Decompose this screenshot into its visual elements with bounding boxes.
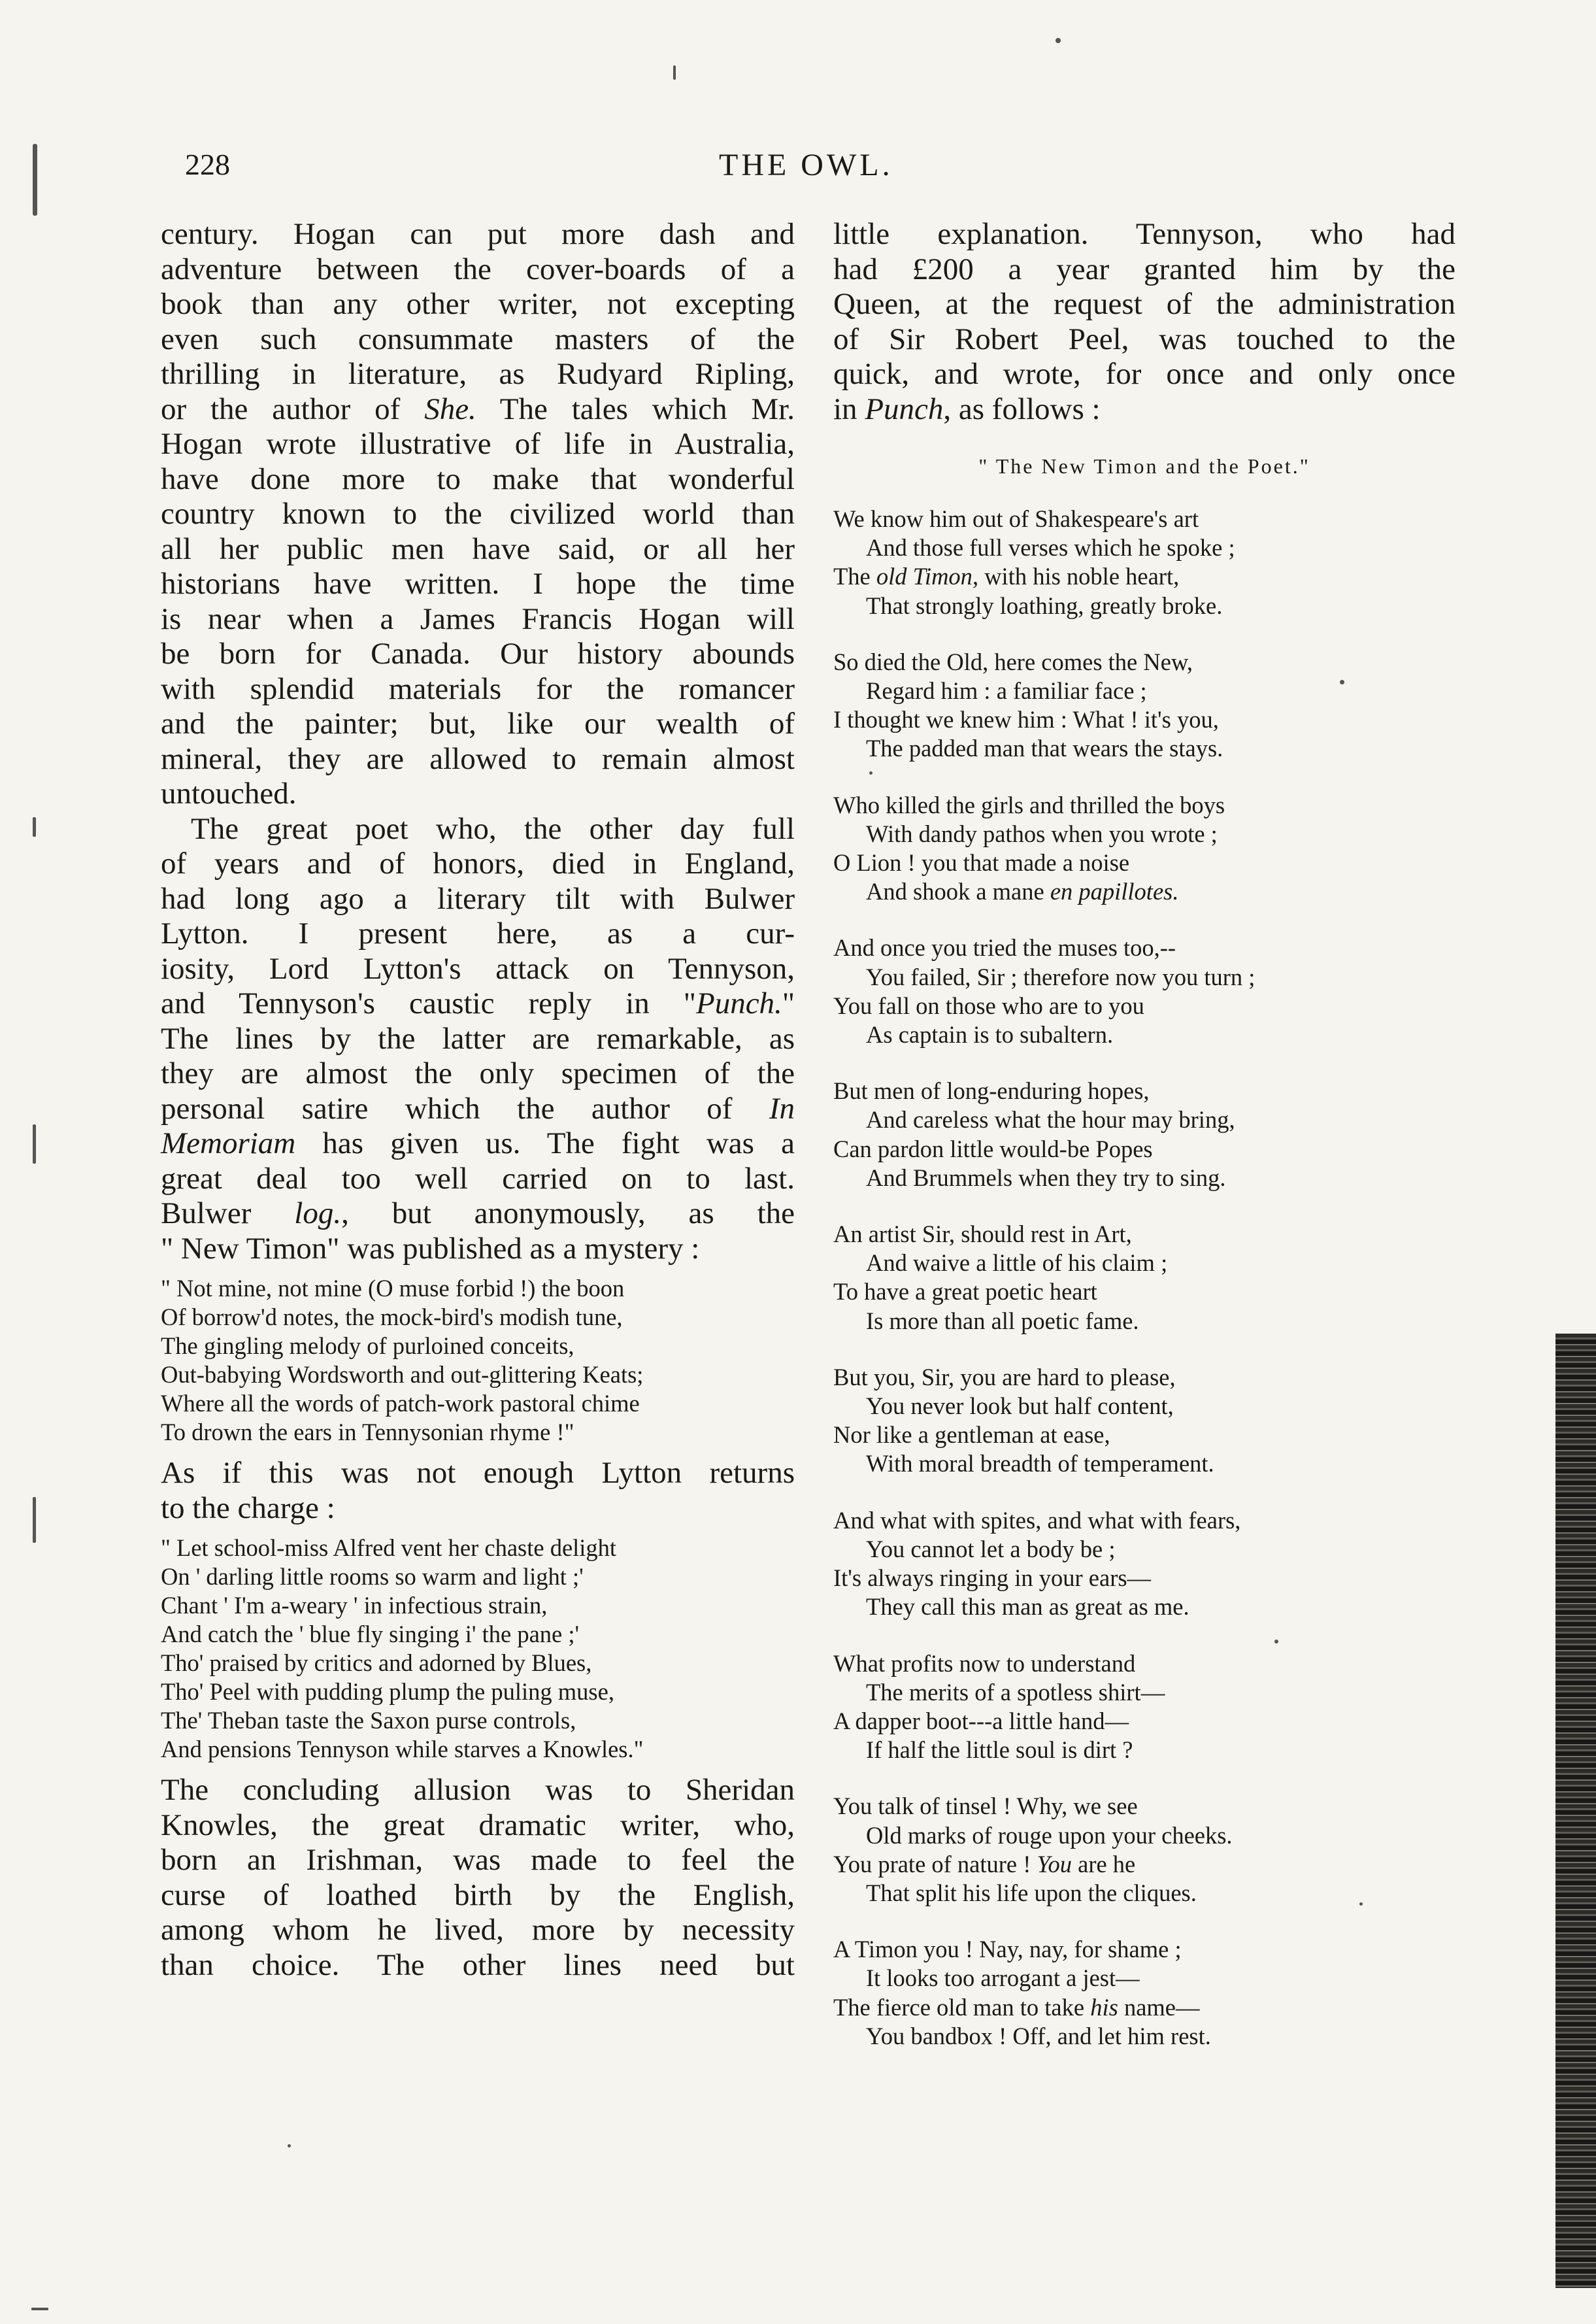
verse-line: So died the Old, here comes the New, (833, 648, 1193, 675)
poem-stanza (833, 1220, 1455, 1336)
speck (1274, 1640, 1278, 1643)
text-line: little explanation. Tennyson, who had (833, 217, 1455, 251)
verse-line: You never look but half content, (866, 1392, 1174, 1420)
text-line: century. Hogan can put more dash and (161, 217, 795, 251)
text-line: Queen, at the request of the administration (833, 287, 1455, 321)
verse-line: Old marks of rouge upon your cheeks. (866, 1821, 1233, 1849)
speck (31, 2308, 48, 2310)
verse-line: As captain is to subaltern. (866, 1021, 1114, 1049)
verse-line: To drown the ears in Tennysonian rhyme !" (161, 1419, 574, 1445)
verse-line: It's always ringing in your ears— (833, 1564, 1152, 1592)
verse-line: Chant ' I'm a-weary ' in infectious strain, (161, 1592, 548, 1619)
verse-line: You talk of tinsel ! Why, we see (833, 1793, 1138, 1820)
speck (1359, 1902, 1363, 1906)
poem-stanza (833, 791, 1455, 907)
quote-school-miss (161, 1534, 795, 1764)
verse-line: The merits of a spotless shirt— (866, 1678, 1165, 1706)
verse-line: " Not mine, not mine (O muse forbid !) the boon (161, 1275, 625, 1302)
text-line: Memoriam has given us. The fight was a (161, 1126, 795, 1160)
verse-line: The gingling melody of purloined conceits, (161, 1332, 574, 1359)
page-number: 228 (185, 148, 230, 181)
verse-line: And what with spites, and what with fears, (833, 1506, 1241, 1534)
text-line: Knowles, the great dramatic writer, who, (161, 1808, 795, 1842)
text-line: born an Irishman, was made to feel the (161, 1843, 795, 1877)
poem-stanza (833, 1935, 1455, 2051)
verse-line: And once you tried the muses too,-- (833, 934, 1176, 962)
verse-line: That strongly loathing, greatly broke. (866, 592, 1223, 619)
speck (1340, 680, 1344, 684)
poem-stanzas (833, 505, 1455, 2051)
verse-line: What profits now to understand (833, 1649, 1136, 1677)
speck (869, 771, 873, 775)
text-line: or the author of She. The tales which Mr. (161, 392, 795, 426)
text-line: Lytton. I present here, as a cur- (161, 917, 795, 951)
right-column (833, 217, 1455, 2078)
paragraph-hogan (161, 217, 795, 812)
poem-stanza (833, 934, 1455, 1049)
poem-stanza (833, 1077, 1455, 1192)
text-line: with splendid materials for the romancer (161, 671, 795, 706)
text-line: than choice. The other lines need but (161, 1947, 795, 1982)
verse-line: But you, Sir, you are hard to please, (833, 1363, 1176, 1390)
text-line: " New Timon" was published as a mystery : (161, 1231, 700, 1266)
verse-line: And those full verses which he spoke ; (866, 534, 1235, 562)
text-line: had £200 a year granted him by the (833, 252, 1455, 286)
verse-line: Out-babying Wordsworth and out-glittering Keats; (161, 1361, 644, 1388)
text-line: great deal too well carried on to last. (161, 1161, 795, 1196)
text-line: be born for Canada. Our history abounds (161, 637, 795, 671)
text-line: The concluding allusion was to Sheridan (161, 1773, 795, 1807)
verse-line: With moral breadth of temperament. (866, 1450, 1214, 1477)
text-line: even such consummate masters of the (161, 322, 795, 356)
verse-line: You failed, Sir ; therefore now you turn ; (866, 963, 1255, 990)
verse-line: And waive a little of his claim ; (866, 1249, 1168, 1277)
verse-line: It looks too arrogant a jest— (866, 1964, 1140, 1992)
speck (33, 1124, 36, 1164)
paragraph-knowles (161, 1773, 795, 1983)
poem-stanza (833, 1792, 1455, 1908)
verse-line: Tho' praised by critics and adorned by Blues, (161, 1649, 592, 1676)
verse-line: If half the little soul is dirt ? (866, 1736, 1133, 1764)
text-line: of years and of honors, died in England, (161, 847, 795, 881)
poem-title: " The New Timon and the Poet." (978, 454, 1310, 478)
verse-line: The old Timon, with his noble heart, (833, 563, 1180, 590)
verse-line: We know him out of Shakespeare's art (833, 505, 1199, 532)
text-line: to the charge : (161, 1490, 335, 1525)
poem-stanza (833, 648, 1455, 764)
poem-stanza (833, 1506, 1455, 1622)
verse-line: You cannot let a body be ; (866, 1535, 1116, 1562)
verse-line: And catch the ' blue fly singing i' the pane ;' (161, 1621, 580, 1647)
speck (1056, 38, 1061, 43)
verse-line: A Timon you ! Nay, nay, for shame ; (833, 1936, 1182, 1963)
text-line: Bulwer log., but anonymously, as the (161, 1196, 795, 1230)
verse-line: Nor like a gentleman at ease, (833, 1421, 1110, 1449)
verse-line: Tho' Peel with pudding plump the puling muse, (161, 1678, 614, 1705)
verse-line: An artist Sir, should rest in Art, (833, 1221, 1132, 1248)
verse-line: You bandbox ! Off, and let him rest. (866, 2022, 1211, 2049)
running-title: THE OWL. (719, 148, 893, 182)
verse-line: And careless what the hour may bring, (866, 1106, 1235, 1134)
paragraph-returns (161, 1456, 795, 1526)
text-line: quick, and wrote, for once and only once (833, 357, 1455, 391)
verse-line: A dapper boot---a little hand— (833, 1707, 1129, 1734)
verse-line: Who killed the girls and thrilled the boys (833, 791, 1225, 818)
page-edge-shadow (1555, 1334, 1596, 2288)
text-line: and Tennyson's caustic reply in "Punch." (161, 986, 795, 1020)
text-line: all her public men have said, or all her (161, 531, 795, 566)
text-line: iosity, Lord Lytton's attack on Tennyson, (161, 951, 795, 986)
poem-stanza (833, 1649, 1455, 1765)
verse-line: That split his life upon the cliques. (866, 1879, 1197, 1906)
verse-line: And shook a mane en papillotes. (866, 878, 1179, 905)
text-line: mineral, they are allowed to remain almost (161, 741, 795, 776)
verse-line: And Brummels when they try to sing. (866, 1164, 1226, 1191)
text-line: personal satire which the author of In (161, 1091, 795, 1126)
text-line: historians have written. I hope the time (161, 567, 795, 601)
text-line: The lines by the latter are remarkable, as (161, 1021, 795, 1056)
quote-new-timon (161, 1274, 795, 1447)
text-line: untouched. (161, 777, 297, 811)
verse-line: You prate of nature ! You are he (833, 1850, 1136, 1878)
speck (33, 144, 37, 216)
text-line: they are almost the only specimen of the (161, 1056, 795, 1090)
verse-line: Is more than all poetic fame. (866, 1307, 1139, 1334)
verse-line: Can pardon little would-be Popes (833, 1135, 1153, 1162)
verse-line: The' Theban taste the Saxon purse controls, (161, 1707, 576, 1734)
speck (673, 65, 676, 80)
poem-stanza (833, 505, 1455, 620)
text-line: and the painter; but, like our wealth of (161, 707, 795, 741)
verse-line: The padded man that wears the stays. (866, 735, 1223, 762)
text-line: among whom he lived, more by necessity (161, 1913, 795, 1947)
verse-line: Of borrow'd notes, the mock-bird's modish tune, (161, 1304, 623, 1330)
verse-line: To have a great poetic heart (833, 1278, 1097, 1305)
speck (33, 817, 36, 837)
text-line: country known to the civilized world than (161, 497, 795, 531)
verse-line: They call this man as great as me. (866, 1593, 1189, 1621)
speck (288, 2144, 291, 2147)
text-line: As if this was not enough Lytton returns (161, 1456, 795, 1490)
verse-line: Regard him : a familiar face ; (866, 677, 1147, 705)
text-line: in Punch, as follows : (833, 392, 1101, 426)
verse-line: But men of long-enduring hopes, (833, 1077, 1150, 1105)
verse-line: O Lion ! you that made a noise (833, 849, 1130, 877)
text-line: The great poet who, the other day full (191, 811, 795, 846)
verse-line: With dandy pathos when you wrote ; (866, 820, 1218, 847)
paragraph-tennyson-lytton (161, 812, 795, 1267)
verse-line: The fierce old man to take his name— (833, 1993, 1200, 2021)
verse-line: And pensions Tennyson while starves a Knowles." (161, 1736, 644, 1762)
text-line: Hogan wrote illustrative of life in Australia, (161, 427, 795, 461)
text-line: is near when a James Francis Hogan will (161, 601, 795, 636)
verse-line: I thought we knew him : What ! it's you, (833, 706, 1219, 733)
text-line: book than any other writer, not excepting (161, 287, 795, 321)
text-line: adventure between the cover-boards of a (161, 252, 795, 286)
left-column (161, 217, 795, 1983)
verse-line: On ' darling little rooms so warm and light ;' (161, 1563, 584, 1590)
text-line: curse of loathed birth by the English, (161, 1878, 795, 1912)
text-line: of Sir Robert Peel, was touched to the (833, 322, 1455, 356)
text-line: have done more to make that wonderful (161, 462, 795, 496)
verse-line: " Let school-miss Alfred vent her chaste delight (161, 1534, 617, 1561)
verse-line: Where all the words of patch-work pastoral chime (161, 1390, 640, 1417)
text-line: thrilling in literature, as Rudyard Ripling, (161, 357, 795, 391)
paragraph-explanation (833, 217, 1455, 427)
text-line: had long ago a literary tilt with Bulwer (161, 881, 795, 916)
verse-line: You fall on those who are to you (833, 992, 1144, 1019)
poem-stanza (833, 1363, 1455, 1479)
speck (33, 1497, 36, 1543)
